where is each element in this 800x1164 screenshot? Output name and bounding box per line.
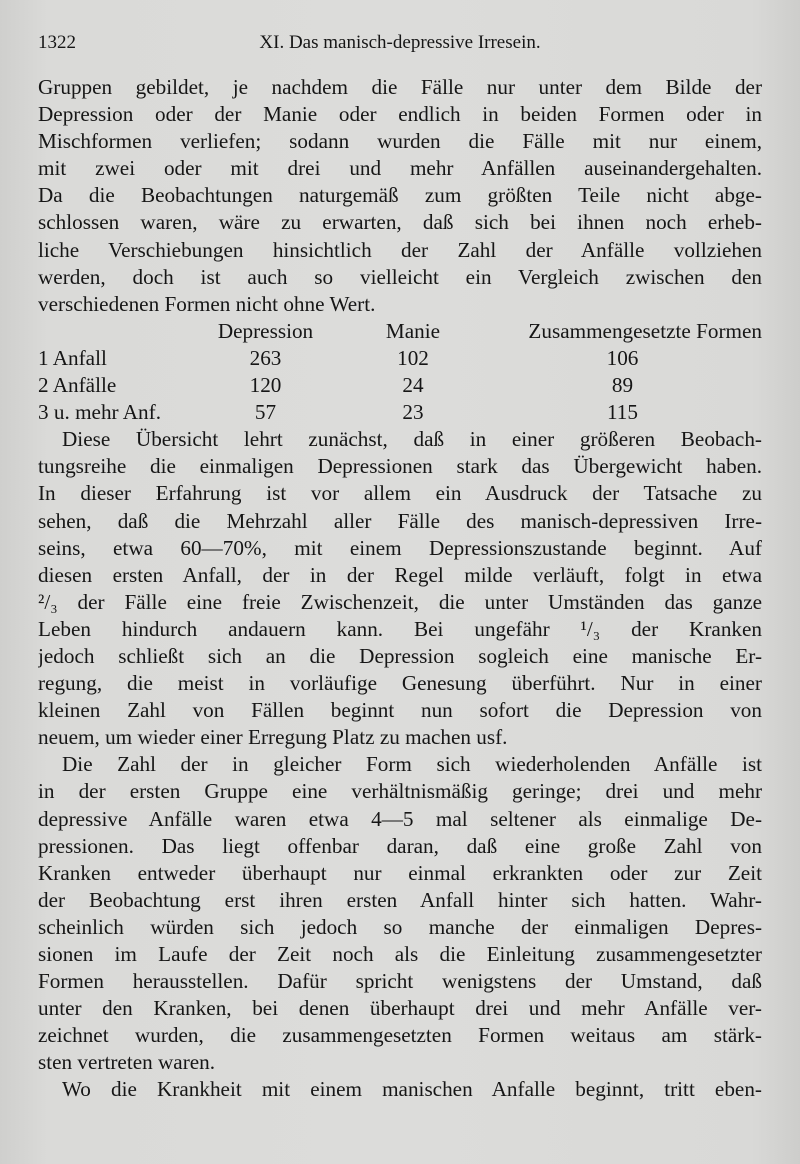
text-line: pressionen. Das liegt offenbar daran, daß eine große Zahl von xyxy=(38,833,762,858)
text-line: ²/₃ der Fälle eine freie Zwischenzeit, die unter Umständen das ganze xyxy=(38,589,762,614)
text-line: Gruppen gebildet, je nachdem die Fälle nur unter dem Bilde der xyxy=(38,75,762,99)
table-cell: 1 Anfall xyxy=(38,345,107,370)
table-cell: 23 xyxy=(402,400,424,425)
table-cell: 89 xyxy=(611,373,634,398)
page-number: 1322 xyxy=(38,32,76,53)
text-line: Kranken entweder überhaupt nur einmal erkrankten oder zur Zeit xyxy=(38,860,762,885)
text-line: seins, etwa 60—70%, mit einem Depressionszustande beginnt. Auf xyxy=(38,535,762,560)
text-line: Da die Beobachtungen naturgemäß zum größten Teile nicht abge- xyxy=(38,183,762,208)
text-line: liche Verschiebungen hinsichtlich der Zahl der Anfälle vollziehen xyxy=(38,237,762,262)
text-line: in der ersten Gruppe eine verhältnismäßig geringe; drei und mehr xyxy=(38,779,762,804)
text-line: werden, doch ist auch so vielleicht ein Vergleich zwischen den xyxy=(38,264,762,289)
text-line: sionen im Laufe der Zeit noch als die Einleitung zusammengesetzter xyxy=(38,942,762,966)
table-header-cell: Manie xyxy=(385,318,441,343)
table-cell: 24 xyxy=(402,373,424,398)
text-line: zeichnet wurden, die zusammengesetzten Formen weitaus am stärk- xyxy=(38,1023,762,1048)
table-cell: 115 xyxy=(607,400,638,425)
text-line: kleinen Zahl von Fällen beginnt nun sofort die Depression von xyxy=(38,698,762,723)
paragraph-4 xyxy=(38,1076,762,1103)
text-line: verschiedenen Formen nicht ohne Wert. xyxy=(38,291,376,316)
text-line: mit zwei oder mit drei und mehr Anfällen auseinandergehalten. xyxy=(38,156,762,181)
paragraph-3 xyxy=(38,751,762,1076)
paragraph-1 xyxy=(38,74,762,318)
text-line: unter den Kranken, bei denen überhaupt drei und mehr Anfälle ver- xyxy=(38,996,762,1021)
page-header xyxy=(38,32,762,62)
table-cell: 57 xyxy=(254,400,277,425)
text-line: Formen herausstellen. Dafür spricht wenigstens der Umstand, daß xyxy=(38,969,762,994)
text-line: Wo die Krankheit mit einem manischen Anfalle beginnt, tritt eben- xyxy=(62,1077,762,1102)
table-header-row xyxy=(38,318,762,345)
running-title: XI. Das manisch-depressive Irresein. xyxy=(259,32,541,53)
text-line: der Beobachtung erst ihren ersten Anfall hinter sich hatten. Wahr- xyxy=(38,887,762,912)
paragraph-2 xyxy=(38,426,762,751)
text-line: Die Zahl der in gleicher Form sich wiederholenden Anfälle ist xyxy=(62,752,762,777)
text-line: diesen ersten Anfall, der in der Regel milde verläuft, folgt in etwa xyxy=(38,562,762,587)
text-line: Leben hindurch andauern kann. Bei ungefähr ¹/₃ der Kranken xyxy=(38,616,762,641)
table-row xyxy=(38,345,762,372)
attack-count-table xyxy=(38,318,762,426)
text-line: depressive Anfälle waren etwa 4—5 mal seltener als einmalige De- xyxy=(38,806,762,831)
text-line: schlossen waren, wäre zu erwarten, daß sich bei ihnen noch erheb- xyxy=(38,210,762,235)
table-row xyxy=(38,399,762,426)
table-header-cell: Depression xyxy=(217,318,314,343)
text-line: sehen, daß die Mehrzahl aller Fälle des manisch-depressiven Irre- xyxy=(38,508,762,533)
table-row xyxy=(38,372,762,399)
text-line: tungsreihe die einmaligen Depressionen stark das Übergewicht haben. xyxy=(38,454,762,479)
text-line: neuem, um wieder einer Erregung Platz zu machen usf. xyxy=(38,725,508,750)
body-text xyxy=(38,74,762,1104)
table-header-cell: Zusammengesetzte Formen xyxy=(528,318,762,343)
text-line: sten vertreten waren. xyxy=(38,1050,216,1075)
text-line: regung, die meist in vorläufige Genesung überführt. Nur in einer xyxy=(38,671,762,696)
text-line: Depression oder der Manie oder endlich in beiden Formen oder in xyxy=(38,102,762,127)
table-cell: 3 u. mehr Anf. xyxy=(38,400,161,425)
table-cell: 106 xyxy=(606,345,639,370)
text-line: In dieser Erfahrung ist vor allem ein Ausdruck der Tatsache zu xyxy=(38,481,762,506)
table-header-cell xyxy=(38,318,188,345)
table-cell: 102 xyxy=(397,345,429,370)
text-line: Mischformen verliefen; sodann wurden die Fälle mit nur einem, xyxy=(38,129,762,154)
text-line: jedoch schließt sich an die Depression sogleich eine manische Er- xyxy=(38,643,762,668)
table-cell: 2 Anfälle xyxy=(38,373,117,398)
table-cell: 263 xyxy=(249,345,282,370)
text-line: scheinlich würden sich jedoch so manche der einmaligen Depres- xyxy=(38,914,762,939)
text-line: Diese Übersicht lehrt zunächst, daß in einer größeren Beobach- xyxy=(62,427,762,452)
table-cell: 120 xyxy=(249,373,282,398)
